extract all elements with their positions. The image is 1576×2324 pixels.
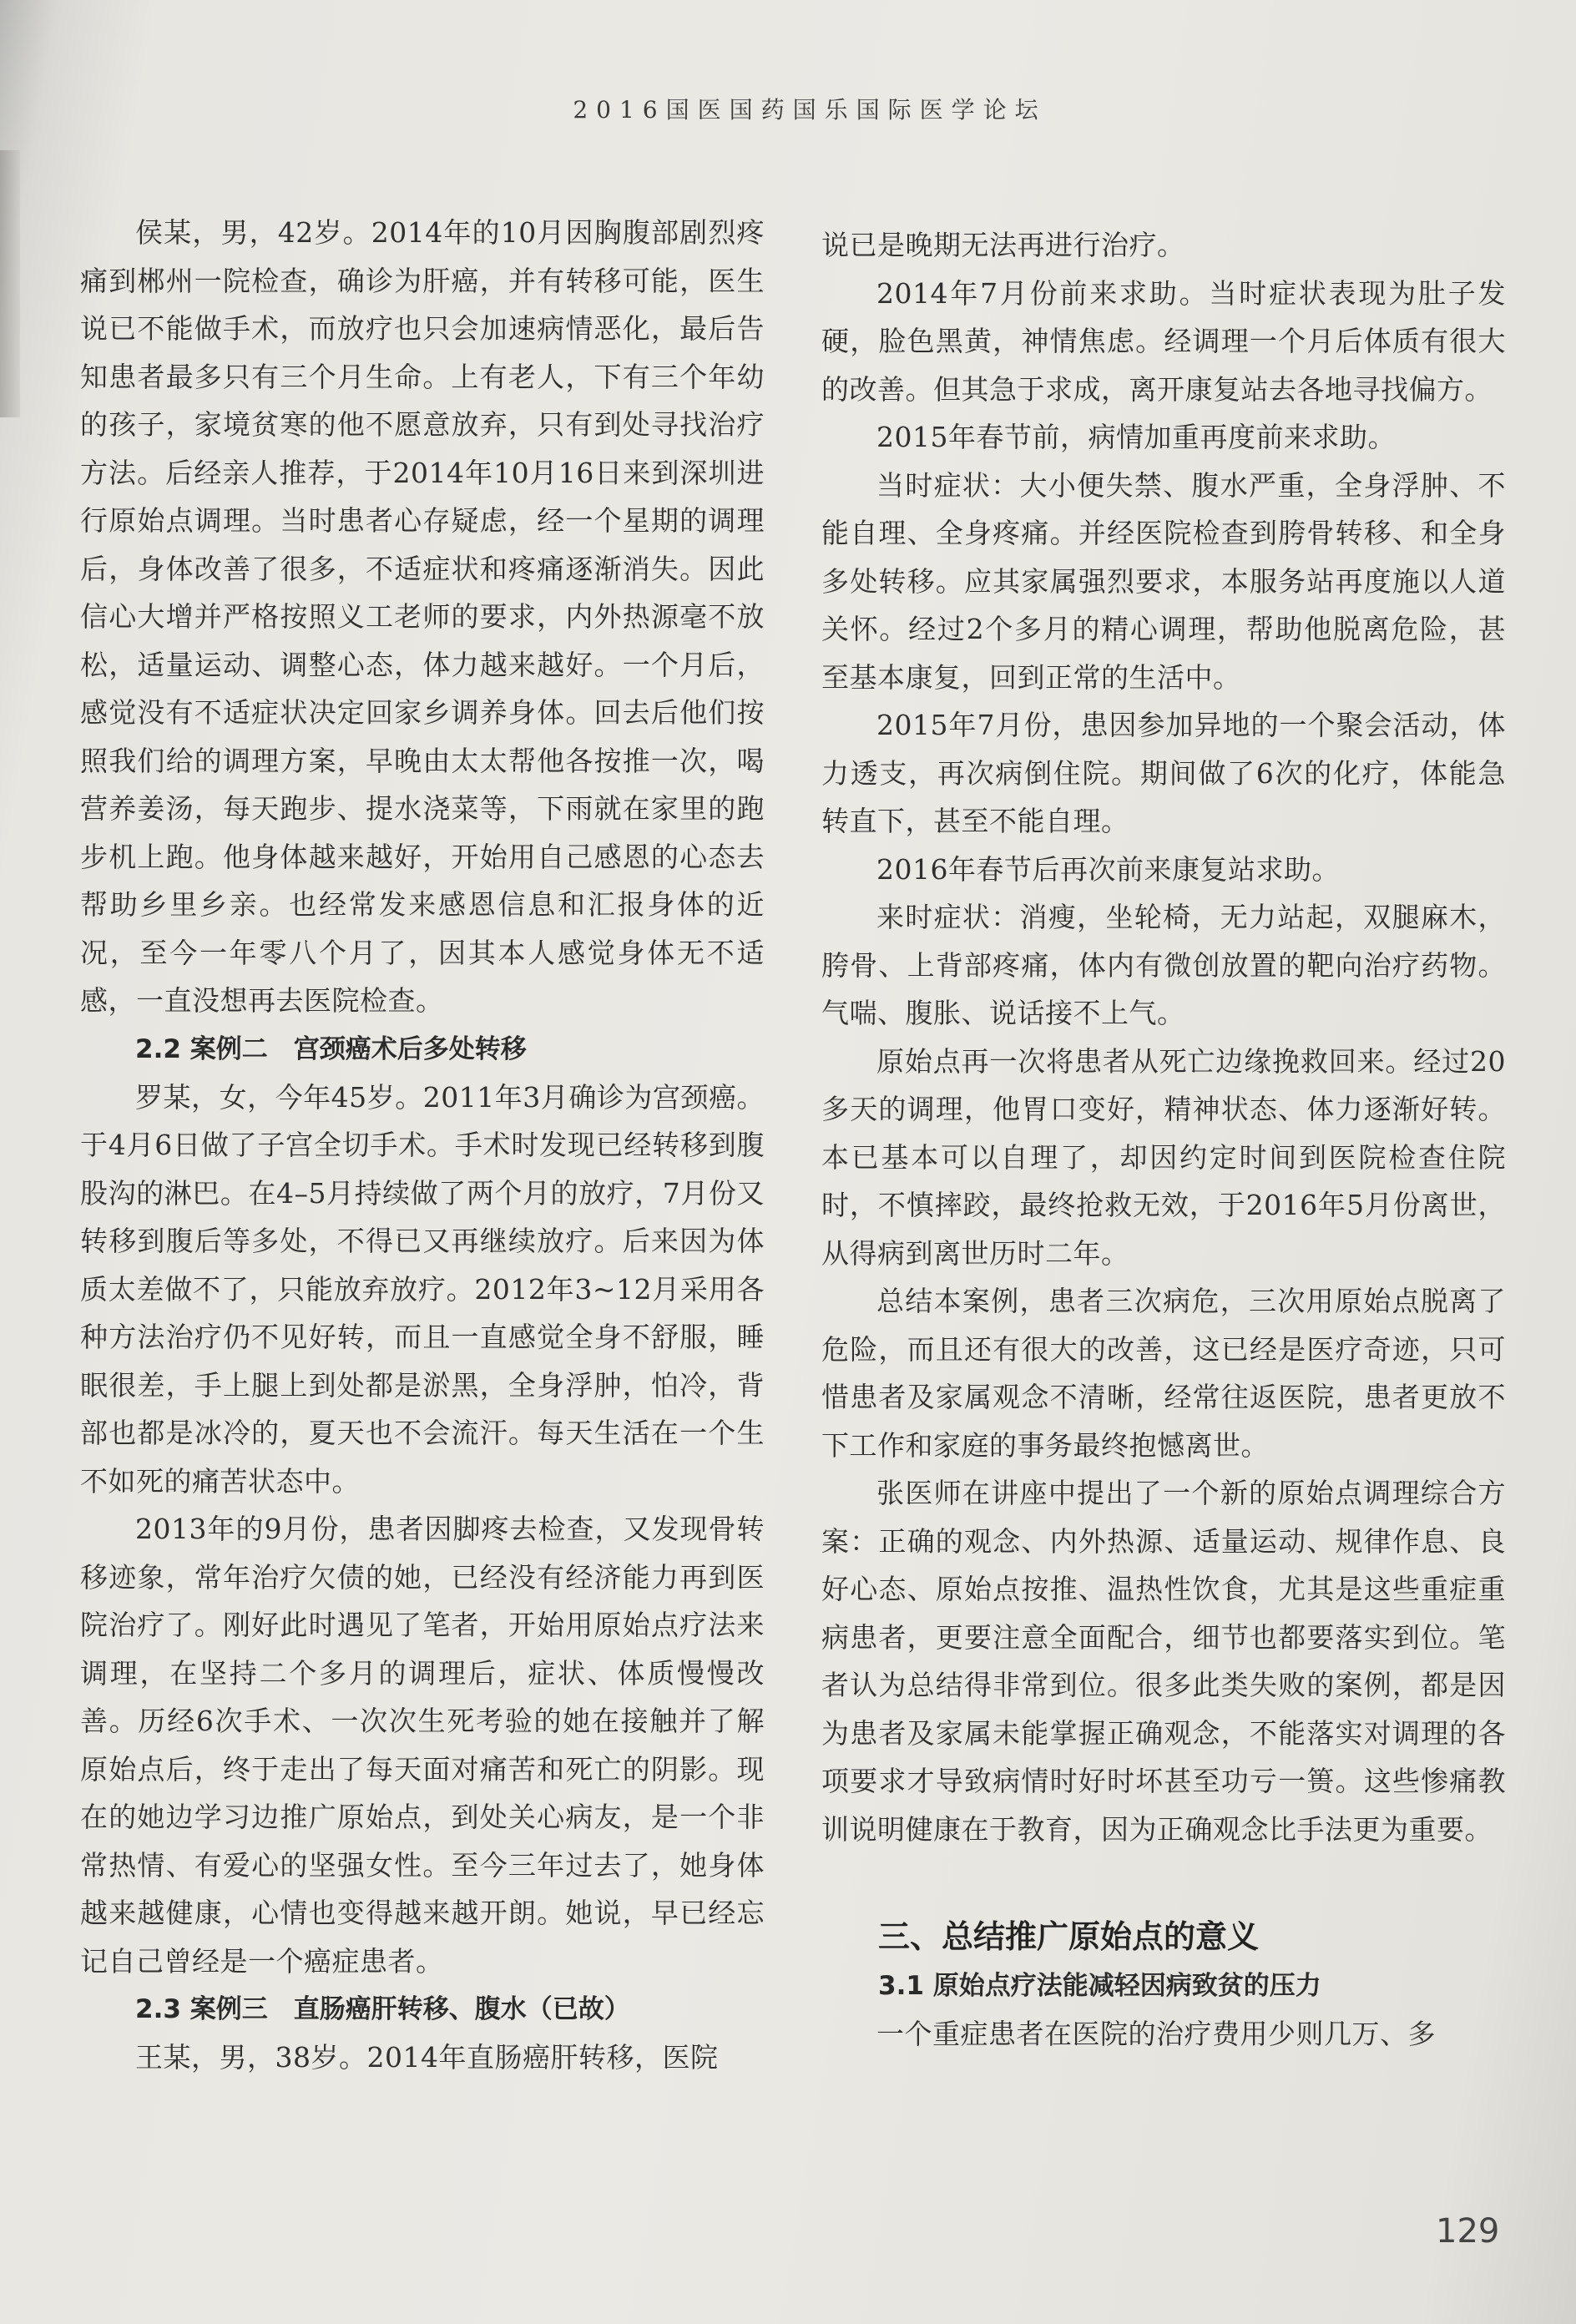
section31-heading: 3.1 原始点疗法能减轻因病致贫的压力	[878, 1971, 1321, 2001]
case1-paragraph: 侯某，男，42岁。2014年的10月因胸腹部剧烈疼痛到郴州一院检查，确诊为肝癌，并有转移可能，医生说已不能做手术，而放疗也只会加速病情恶化，最后告知患者最多只有三个月生命。上有老人，下有三个年幼的孩子，家境贫寒的他不愿意放弃，只有到处寻找治疗方法。后经亲人推荐，于2014年10月16日来到深圳进行原始点调理。当时患者心存疑虑，经一个星期的调理后，身体改善了很多，不适症状和疼痛逐渐消失。因此信心大增并严格按照义工老师的要求，内外热源毫不放松，适量运动、调整心态，体力越来越好。一个月后，感觉没有不适症状决定回家乡调养身体。回去后他们按照我们给的调理方案，早晚由太太帮他各按推一次，喝营养姜汤，每天跑步、提水浇菜等，下雨就在家里的跑步机上跑。他身体越来越好，开始用自己感恩的心态去帮助乡里乡亲。也经常发来感恩信息和汇报身体的近况，至今一年零八个月了，因其本人感觉身体无不适感，一直没想再去医院检查。	[80, 216, 765, 1017]
page-number: 129	[1436, 2212, 1500, 2251]
right-paragraph-9: 总结本案例，患者三次病危，三次用原始点脱离了危险，而且还有很大的改善，这已经是医疗奇迹，只可惜患者及家属观念不清晰，经常往返医院，患者更放不下工作和家庭的事务最终抱憾离世。	[821, 1285, 1506, 1462]
right-paragraph-8: 原始点再一次将患者从死亡边缘挽救回来。经过20多天的调理，他胃口变好，精神状态、体力逐渐好转。本已基本可以自理了，却因约定时间到医院检查住院时，不慎摔跤，最终抢救无效，于2016年5月份离世，从得病到离世历时二年。	[821, 1044, 1506, 1270]
case2-paragraph-1: 罗某，女，今年45岁。2011年3月确诊为宫颈癌。于4月6日做了子宫全切手术。手术时发现已经转移到腹股沟的淋巴。在4–5月持续做了两个月的放疗，7月份又转移到腹后等多处，不得已又再继续放疗。后来因为体质太差做不了，只能放弃放疗。2012年3~12月采用各种方法治疗仍不见好转，而且一直感觉全身不舒服，睡眠很差，手上腿上到处都是淤黑，全身浮肿，怕冷，背部也都是冰冷的，夏天也不会流汗。每天生活在一个生不如死的痛苦状态中。	[80, 1080, 765, 1498]
right-paragraph-11: 一个重症患者在医院的治疗费用少则几万、多	[876, 2018, 1436, 2050]
right-paragraph-10: 张医师在讲座中提出了一个新的原始点调理综合方案：正确的观念、内外热源、适量运动、规律作息、良好心态、原始点按推、温热性饮食，尤其是这些重症重病患者，更要注意全面配合，细节也都要落实到位。笔者认为总结得非常到位。很多此类失败的案例，都是因为患者及家属未能掌握正确观念，不能落实对调理的各项要求才导致病情时好时坏甚至功亏一篑。这些惨痛教训说明健康在于教育，因为正确观念比手法更为重要。	[821, 1477, 1506, 1846]
case2-paragraph-2: 2013年的9月份，患者因脚疼去检查，又发现骨转移迹象，常年治疗欠债的她，已经没有经济能力再到医院治疗了。刚好此时遇见了笔者，开始用原始点疗法来调理，在坚持二个多月的调理后，症状、体质慢慢改善。历经6次手术、一次次生死考验的她在接触并了解原始点后，终于走出了每天面对痛苦和死亡的阴影。现在的她边学习边推广原始点，到处关心病友，是一个非常热情、有爱心的坚强女性。至今三年过去了，她身体越来越健康，心情也变得越来越开朗。她说，早已经忘记自己曾经是一个癌症患者。	[80, 1513, 765, 1978]
right-paragraph-5: 2015年7月份，患因参加异地的一个聚会活动，体力透支，再次病倒住院。期间做了6次的化疗，体能急转直下，甚至不能自理。	[821, 709, 1506, 837]
right-paragraph-4: 当时症状：大小便失禁、腹水严重，全身浮肿、不能自理、全身疼痛。并经医院检查到胯骨转移、和全身多处转移。应其家属强烈要求，本服务站再度施以人道关怀。经过2个多月的精心调理，帮助他脱离危险，甚至基本康复，回到正常的生活中。	[821, 468, 1506, 694]
right-column	[821, 221, 1506, 2059]
left-column	[80, 209, 765, 2082]
adjacent-page-edge	[0, 150, 20, 417]
right-paragraph-1: 说已是晚期无法再进行治疗。	[821, 229, 1185, 261]
right-paragraph-6: 2016年春节后再次前来康复站求助。	[876, 852, 1340, 886]
right-paragraph-3: 2015年春节前，病情加重再度前来求助。	[876, 421, 1396, 453]
running-header: 2016国医国药国乐国际医学论坛	[573, 96, 1047, 124]
case2-heading: 2.2 案例二 宫颈癌术后多处转移	[135, 1033, 527, 1064]
right-paragraph-2: 2014年7月份前来求助。当时症状表现为肚子发硬，脸色黑黄，神情焦虑。经调理一个月后体质有很大的改善。但其急于求成，离开康复站去各地寻找偏方。	[821, 276, 1506, 406]
case3-heading: 2.3 案例三 直肠癌肝转移、腹水（已故）	[135, 1994, 630, 2024]
case3-paragraph-1: 王某，男，38岁。2014年直肠癌肝转移，医院	[135, 2041, 719, 2074]
section3-heading: 三、总结推广原始点的意义	[878, 1918, 1260, 1955]
right-paragraph-7: 来时症状：消瘦，坐轮椅，无力站起，双腿麻木，胯骨、上背部疼痛，体内有微创放置的靶向治疗药物。气喘、腹胀、说话接不上气。	[821, 901, 1506, 1029]
